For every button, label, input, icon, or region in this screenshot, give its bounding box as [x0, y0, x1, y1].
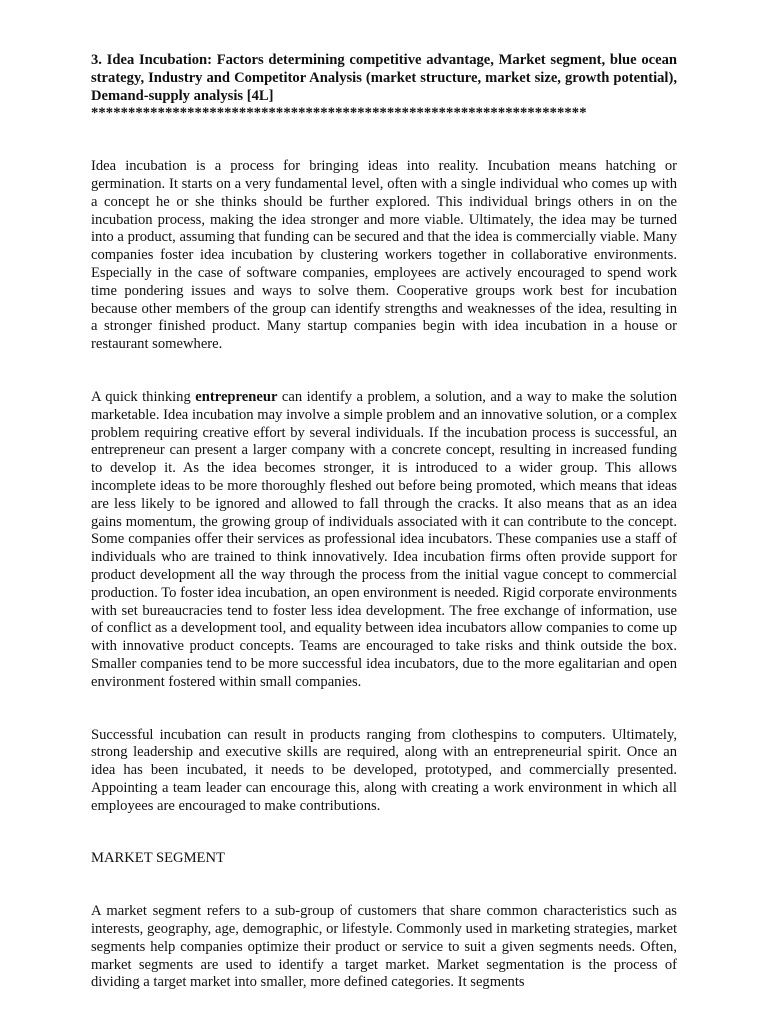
- entrepreneur-term: entrepreneur: [195, 388, 278, 405]
- section-heading: 3. Idea Incubation: Factors determining competitive advantage, Market segment, blue ocean strategy, Industry and Competitor Analysis (market structure, market size, growth potential), Demand-supply analysis [4L]: [91, 52, 677, 104]
- paragraph-entrepreneur-body: can identify a problem, a solution, and a way to make the solution marketable. Idea incubation may involve a simple problem and an innovative solution, or a complex problem requiring creative effort by several individuals. If the incubation process is successful, an entrepreneur can present a larger company with a concrete concept, resulting in increased funding to develop it. As the idea becomes stronger, it is introduced to a wider group. This allows incomplete ideas to be more thoroughly fleshed out before being promoted, which means that ideas are less likely to be ignored and allowed to fall through the cracks. It also means that as an idea gains momentum, the growing group of individuals associated with it can contribute to the concept. Some companies offer their services as professional idea incubators. These companies use a staff of individuals who are trained to think innovatively. Idea incubation firms often provide support for product development all the way through the process from the initial vague concept to commercial production. To foster idea incubation, an open environment is needed. Rigid corporate environments with set bureaucracies tend to foster less idea development. The free exchange of information, use of conflict as a development tool, and equality between idea incubators allow companies to come up with innovative product concepts. Teams are encouraged to take risks and think outside the box. Smaller companies tend to be more successful idea incubators, due to the more egalitarian and open environment fostered within small companies.: [91, 388, 678, 690]
- paragraph-successful-incubation: Successful incubation can result in products ranging from clothespins to computers. Ultimately, strong leadership and executive skills are required, along with an entrepreneurial spirit. Once an idea has been incubated, it needs to be developed, prototyped, and commercially presented. Appointing a team leader can encourage this, along with creating a work environment in which all employees are encouraged to make contributions.: [91, 726, 677, 814]
- document-page: [91, 52, 677, 1027]
- paragraph-entrepreneur-lead: A quick thinking: [91, 388, 196, 405]
- separator-line: *******************************************************************: [91, 105, 587, 122]
- market-segment-title: MARKET SEGMENT: [91, 850, 225, 867]
- paragraph-idea-incubation-intro: Idea incubation is a process for bringing ideas into reality. Incubation means hatching or germination. It starts on a very fundamental level, often with a single individual who comes up with a concept he or she thinks should be further explored. This individual brings others in on the incubation process, making the idea stronger and more viable. Ultimately, the idea may be turned into a product, assuming that funding can be secured and that the idea is commercially viable. Many companies foster idea incubation by clustering workers together in collaborative environments. Especially in the case of software companies, employees are actively encouraged to spend work time pondering issues and ways to solve them. Cooperative groups work best for incubation because other members of the group can identify strengths and weaknesses of the idea, resulting in a stronger finished product. Many startup companies begin with idea incubation in a house or restaurant somewhere.: [91, 158, 677, 353]
- paragraph-market-segment: A market segment refers to a sub-group of customers that share common characteristics such as interests, geography, age, demographic, or lifestyle. Commonly used in marketing strategies, market segments help companies optimize their product or service to suit a given segments needs. Often, market segments are used to identify a target market. Market segmentation is the process of dividing a target market into smaller, more defined categories. It segments: [91, 903, 677, 991]
- paragraph-entrepreneur: [91, 389, 677, 692]
